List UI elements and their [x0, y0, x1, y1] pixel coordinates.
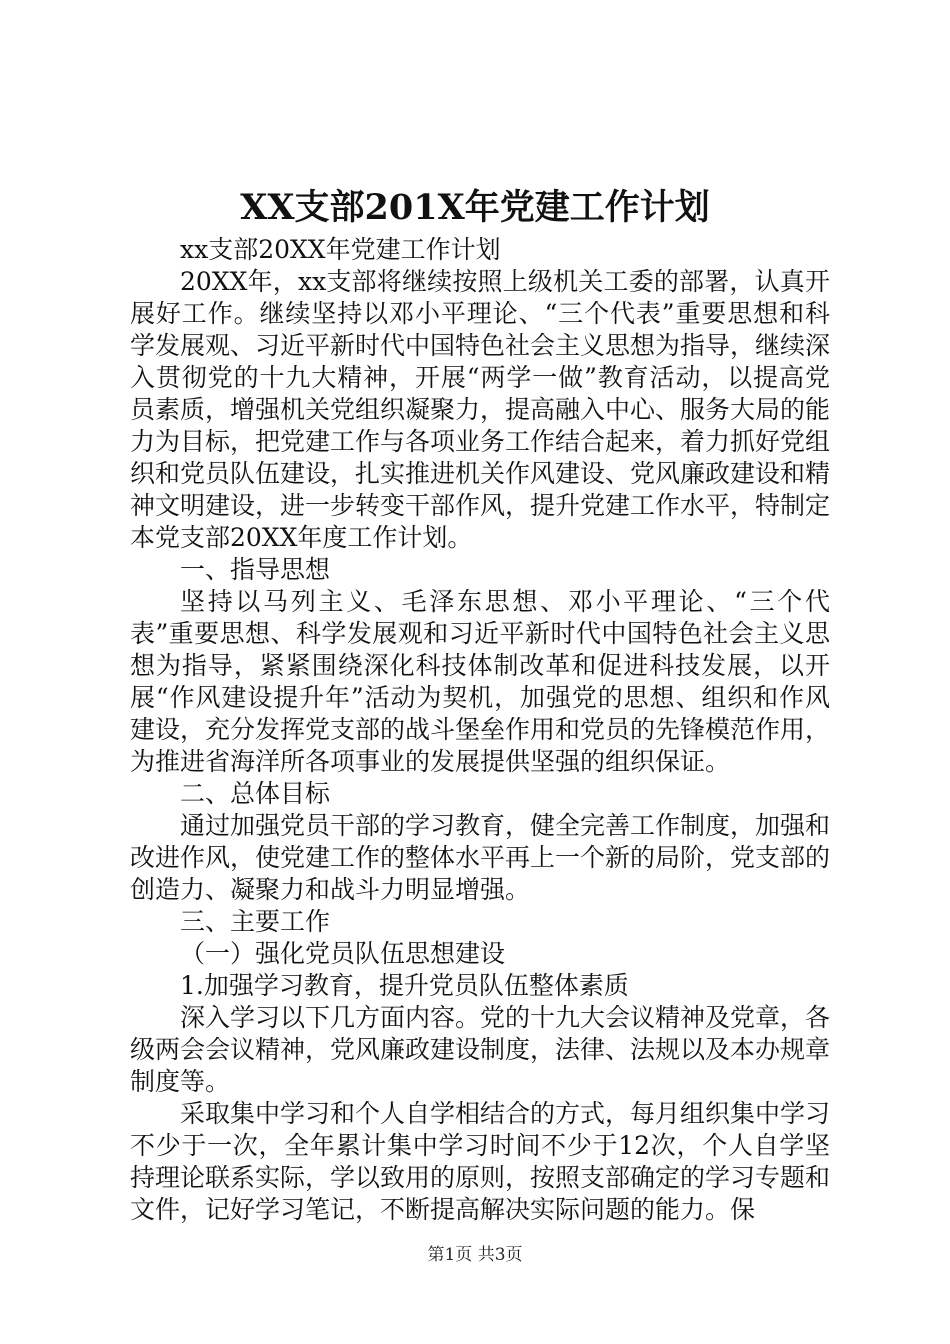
guiding-ideology-paragraph: 坚持以马列主义、毛泽东思想、邓小平理论、“三个代表”重要思想、科学发展观和习近平新时代中国特色社会主义思想为指导，紧紧围绕深化科技体制改革和促进科技发展，以开展“作风建设提升年”活动为契机，加强党的思想、组织和作风建设，充分发挥党支部的战斗堡垒作用和党员的先锋模范作用，为推进省海洋所各项事业的发展提供坚强的组织保证。 [130, 587, 831, 776]
study-method-paragraph: 采取集中学习和个人自学相结合的方式，每月组织集中学习不少于一次，全年累计集中学习时间不少于12次，个人自学坚持理论联系实际，学以致用的原则，按照支部确定的学习专题和文件，记好学习笔记，不断提高解决实际问题的能力。保 [130, 1099, 831, 1224]
subsection-heading-ideology-building: （一）强化党员队伍思想建设 [180, 939, 506, 968]
document-body [130, 234, 830, 1226]
page-title: XX支部201X年党建工作计划 [240, 187, 710, 228]
intro-paragraph: 20XX年，xx支部将继续按照上级机关工委的部署，认真开展好工作。继续坚持以邓小平理论、“三个代表”重要思想和科学发展观、习近平新时代中国特色社会主义思想为指导，继续深入贯彻党的十九大精神，开展“两学一做”教育活动，以提高党员素质，增强机关党组织凝聚力，提高融入中心、服务大局的能力为目标，把党建工作与各项业务工作结合起来，着力抓好党组织和党员队伍建设，扎实推进机关作风建设、党风廉政建设和精神文明建设，进一步转变干部作风，提升党建工作水平，特制定本党支部20XX年度工作计划。 [130, 267, 831, 552]
overall-goal-paragraph: 通过加强党员干部的学习教育，健全完善工作制度，加强和改进作风，使党建工作的整体水平再上一个新的局阶，党支部的创造力、凝聚力和战斗力明显增强。 [130, 811, 831, 904]
section-heading-main-work: 三、主要工作 [180, 907, 331, 936]
section-heading-overall-goal: 二、总体目标 [180, 779, 331, 808]
page-footer: 第1页 共3页 [427, 1245, 523, 1265]
item-heading-study-education: 1.加强学习教育，提升党员队伍整体素质 [180, 971, 629, 1000]
document-subtitle: xx支部20XX年党建工作计划 [180, 235, 501, 264]
study-content-paragraph: 深入学习以下几方面内容。党的十九大会议精神及党章，各级两会会议精神，党风廉政建设制度，法律、法规以及本办规章制度等。 [130, 1003, 831, 1096]
section-heading-guiding-ideology: 一、指导思想 [180, 555, 331, 584]
